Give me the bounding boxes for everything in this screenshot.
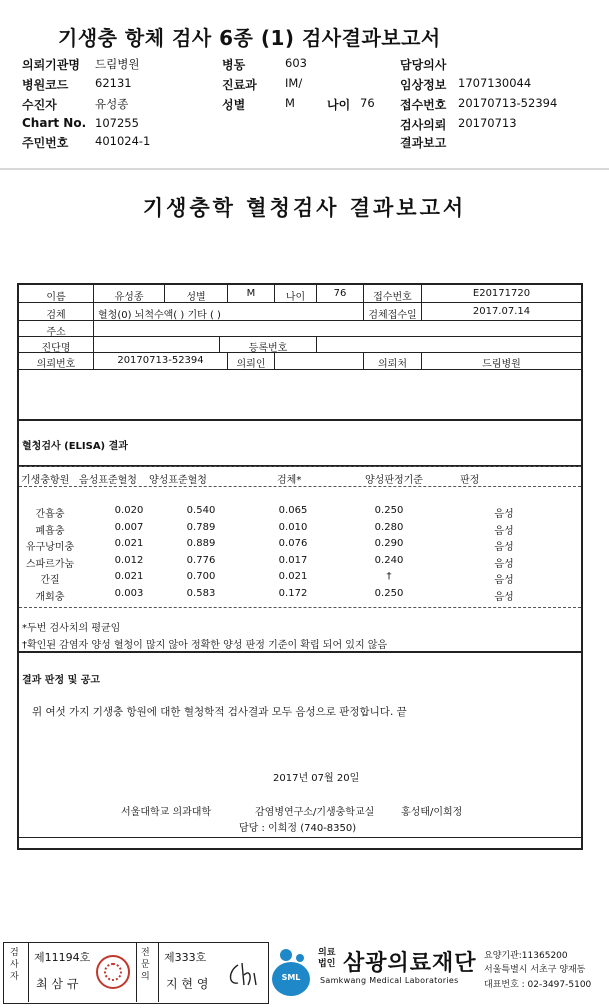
req-org-label: 의뢰기관명 — [22, 58, 80, 72]
elisa-cell-neg: 0.012 — [114, 554, 144, 566]
org-code: 요양기관:11365200 — [484, 951, 568, 961]
conclusion-text: 위 여섯 가지 기생충 항원에 대한 혈청학적 검사결과 모두 음성으로 판정합니다. 끝 — [32, 706, 407, 718]
col-antigen: 기생충항원 — [21, 475, 70, 486]
inspector-license: 제11194호 — [34, 951, 91, 964]
requester-label: 의뢰인 — [236, 359, 266, 370]
elisa-cell-sample: 0.076 — [278, 538, 308, 550]
elisa-cell-neg: 0.007 — [114, 521, 144, 533]
rrn-label: 주민번호 — [22, 136, 69, 150]
col-neg-std: 음성표준혈청 — [79, 475, 137, 486]
name-label: 이름 — [46, 292, 66, 303]
elisa-cell-neg: 0.021 — [114, 538, 144, 550]
report-box — [17, 283, 583, 850]
sex-label-2: 성별 — [186, 292, 206, 303]
request-no-value: 20170713-52394 — [117, 355, 204, 366]
elisa-cell-result: 음성 — [494, 558, 514, 570]
elisa-cell-cutoff: 0.280 — [374, 521, 404, 533]
col-cutoff: 양성판정기준 — [365, 475, 423, 486]
elisa-cell-sample: 0.021 — [278, 571, 308, 583]
elisa-cell-sample: 0.017 — [278, 554, 308, 566]
receipt-value: 20170713-52394 — [458, 96, 558, 110]
elisa-cell-pos: 0.700 — [186, 571, 216, 583]
col-sample: 검체* — [277, 475, 302, 486]
note-average: *두번 검사치의 평균임 — [22, 623, 121, 634]
elisa-cell-sample: 0.010 — [278, 521, 308, 533]
elisa-cell-result: 음성 — [494, 525, 514, 537]
report-date: 2017년 07월 20일 — [273, 773, 360, 784]
hosp-code-value: 62131 — [95, 76, 132, 90]
elisa-cell-result: 음성 — [494, 509, 514, 520]
patient-label: 수진자 — [22, 98, 57, 112]
specialist-license: 제333호 — [164, 951, 207, 964]
elisa-cell-pos: 0.889 — [186, 538, 216, 550]
elisa-cell-result: 음성 — [494, 575, 514, 587]
elisa-cell-neg: 0.003 — [114, 588, 144, 599]
elisa-cell-antigen: 폐흡충 — [35, 525, 65, 537]
req-date-value: 20170713 — [458, 116, 517, 130]
receipt-value-2: E20171720 — [472, 288, 531, 299]
elisa-cell-pos: 0.583 — [186, 588, 216, 599]
elisa-cell-antigen: 간흡충 — [35, 509, 65, 520]
inspector-label: 검사자 — [10, 948, 19, 982]
elisa-cell-cutoff: 0.250 — [374, 588, 404, 599]
specimen-label: 검체 — [46, 310, 66, 321]
diagnosis-label: 진단명 — [41, 343, 71, 354]
ward-label: 병동 — [222, 58, 246, 72]
doctor-label: 담당의사 — [400, 58, 447, 72]
age-label-2: 나이 — [285, 292, 306, 303]
col-judgment: 판정 — [460, 475, 480, 486]
chart-no-value: 107255 — [95, 116, 139, 130]
registration-label: 등록번호 — [248, 343, 288, 354]
signers: 홍성태/이희정 — [401, 807, 463, 818]
req-org-value: 드림병원 — [95, 57, 140, 71]
req-date-label: 검사의뢰 — [400, 118, 447, 132]
elisa-cell-antigen: 개회충 — [35, 592, 65, 603]
age-value: 76 — [360, 96, 375, 110]
clinical-value: 1707130044 — [458, 76, 532, 90]
age-label: 나이 — [327, 98, 351, 112]
elisa-cell-cutoff: † — [386, 571, 392, 583]
footer — [0, 940, 609, 1008]
chart-no-label: Chart No. — [22, 116, 87, 130]
request-place-value: 드림병원 — [482, 359, 521, 370]
elisa-cell-antigen: 간질 — [40, 575, 60, 587]
spec-date-label: 검체접수일 — [368, 310, 417, 321]
elisa-cell-antigen: 유구낭미충 — [25, 542, 75, 554]
spec-date-value: 2017.07.14 — [472, 306, 531, 317]
org-name-en: Samkwang Medical Laboratories — [320, 976, 459, 985]
name-value: 유성종 — [114, 292, 144, 303]
elisa-cell-cutoff: 0.290 — [374, 538, 404, 550]
corp-label: 의료 법인 — [318, 948, 336, 969]
logo-text: SML — [281, 973, 301, 982]
sml-logo-icon — [272, 946, 312, 1002]
elisa-cell-result: 음성 — [494, 592, 514, 603]
receipt-label-2: 접수번호 — [373, 292, 412, 303]
elisa-cell-cutoff: 0.240 — [374, 554, 404, 566]
elisa-cell-pos: 0.540 — [186, 505, 216, 516]
org-phone: 대표번호 : 02-3497-5100 — [484, 980, 592, 990]
conclusion-section-title: 결과 판정 및 공고 — [22, 675, 101, 686]
elisa-cell-pos: 0.789 — [186, 521, 216, 533]
contact: 담당 : 이희정 (740-8350) — [239, 823, 357, 834]
ward-value: 603 — [285, 56, 307, 70]
patient-value: 유성종 — [95, 97, 129, 111]
dept-label: 진료과 — [222, 78, 257, 92]
clinical-label: 임상정보 — [400, 78, 447, 92]
result-report-label: 결과보고 — [400, 136, 447, 150]
sex-label: 성별 — [222, 98, 246, 112]
receipt-label: 접수번호 — [400, 98, 447, 112]
age-value-2: 76 — [333, 288, 347, 299]
request-no-label: 의뢰번호 — [36, 359, 76, 370]
elisa-cell-sample: 0.065 — [278, 505, 308, 516]
specimen-value: 혈청(0) 뇌척수액( ) 기타 ( ) — [98, 310, 221, 321]
elisa-cell-sample: 0.172 — [278, 588, 308, 599]
laboratory: 감염병연구소/기생충학교실 — [255, 807, 375, 818]
elisa-cell-cutoff: 0.250 — [374, 505, 404, 516]
serology-report-title: 기생충학 혈청검사 결과보고서 — [142, 195, 467, 220]
elisa-cell-antigen: 스파르가눔 — [25, 558, 75, 570]
institution: 서울대학교 의과대학 — [121, 807, 212, 818]
inspector-name: 최 삼 규 — [36, 977, 79, 991]
elisa-cell-neg: 0.020 — [114, 505, 144, 516]
dept-value: IM/ — [285, 76, 303, 90]
elisa-cell-result: 음성 — [494, 542, 514, 554]
hosp-code-label: 병원코드 — [22, 78, 69, 92]
rrn-value: 401024-1 — [95, 134, 151, 148]
header-divider — [0, 168, 609, 170]
specialist-label: 전문의 — [141, 948, 150, 982]
inspector-seal-icon — [96, 955, 130, 989]
elisa-cell-neg: 0.021 — [114, 571, 144, 583]
sex-value-2: M — [246, 288, 256, 299]
note-dagger: †확인된 감염자 양성 혈청이 많지 않아 정확한 양성 판정 기준이 확립 되어 있지 않음 — [22, 640, 388, 651]
elisa-cell-pos: 0.776 — [186, 554, 216, 566]
address-label: 주소 — [46, 327, 66, 338]
sex-value: M — [285, 96, 295, 110]
org-address: 서울특별시 서초구 양재동 — [484, 965, 586, 975]
org-name: 삼광의료재단 — [343, 951, 477, 976]
report-title: 기생충 항체 검사 6종 (1) 검사결과보고서 — [58, 26, 441, 50]
specialist-signature-icon — [226, 957, 266, 991]
col-pos-std: 양성표준혈청 — [149, 475, 207, 486]
specialist-name: 지 현 영 — [166, 977, 209, 991]
request-place-label: 의뢰처 — [378, 359, 407, 370]
elisa-section-title: 혈청검사 (ELISA) 결과 — [22, 441, 128, 452]
signature-box — [3, 942, 269, 1004]
